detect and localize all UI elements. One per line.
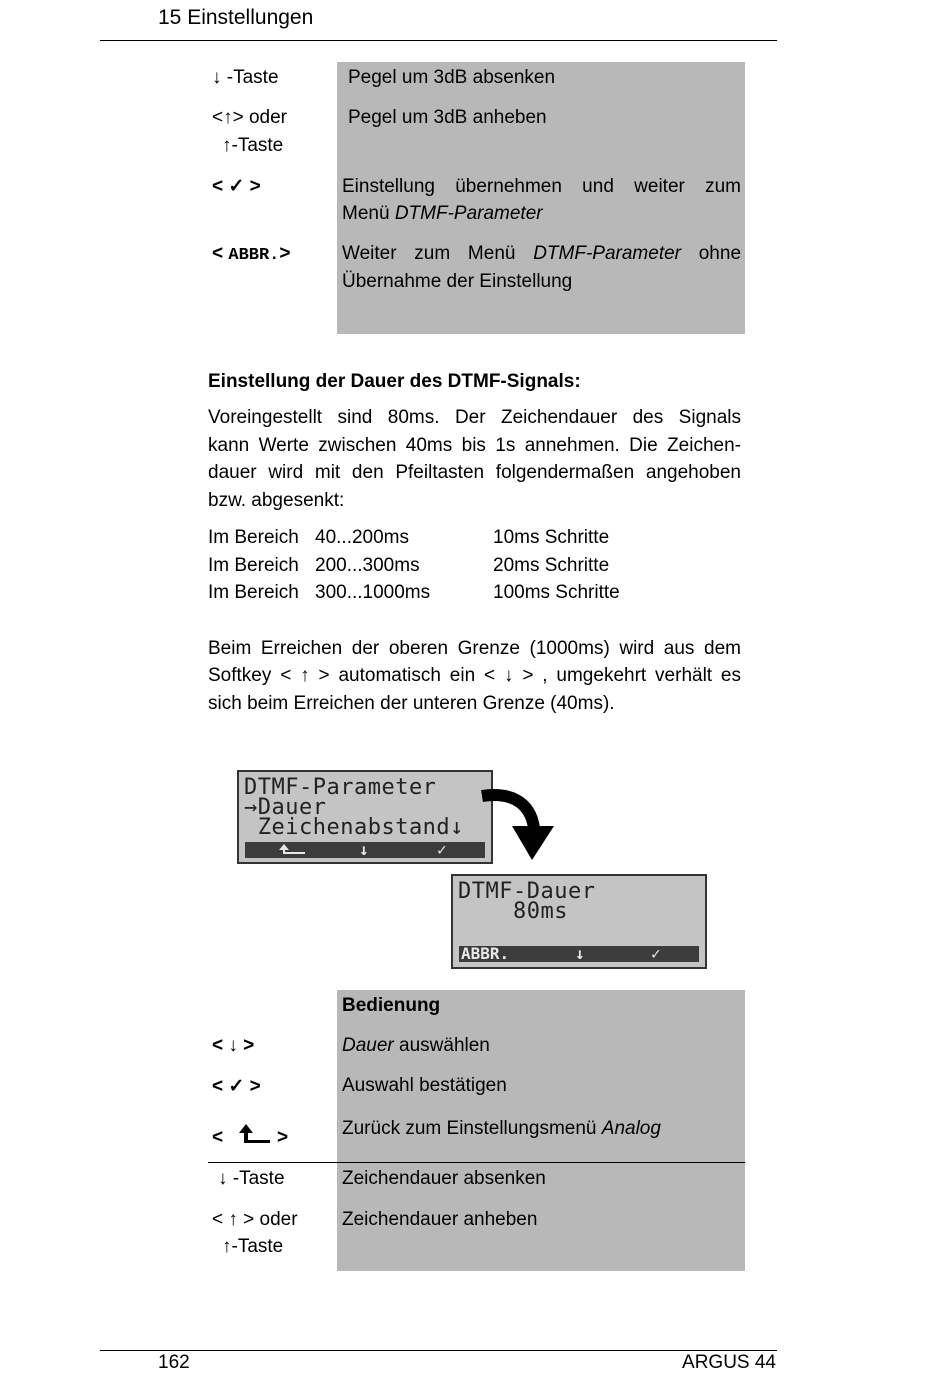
return-arrow-icon bbox=[277, 842, 307, 859]
para2-line2: Softkey < ↑ > automatisch ein < ↓ > , umgekehrt verhält es bbox=[208, 665, 741, 686]
range-step: 100ms Schritte bbox=[493, 582, 620, 603]
lcd2-line1: DTMF-Dauer bbox=[458, 879, 596, 904]
range-step: 20ms Schritte bbox=[493, 555, 610, 576]
lcd2-softkey-bar bbox=[459, 946, 699, 962]
range-label: Im Bereich bbox=[208, 527, 299, 548]
key-return-open: < bbox=[212, 1127, 224, 1148]
desc-auswahl-bestaetigen: Auswahl bestätigen bbox=[342, 1075, 507, 1096]
para1-line2: kann Werte zwischen 40ms bis 1s annehmen. Die Zeichen- bbox=[208, 435, 741, 456]
key-down-taste: ↓ -Taste bbox=[218, 1168, 285, 1189]
desc-zurueck: Zurück zum Einstellungsmenü Analog bbox=[342, 1118, 661, 1139]
key-check: < ✓ > bbox=[212, 176, 261, 197]
key-up-taste: ↑-Taste bbox=[222, 135, 284, 156]
para2-line3: sich beim Erreichen der unteren Grenze (40ms). bbox=[208, 693, 615, 714]
para2-line1: Beim Erreichen der oberen Grenze (1000ms) wird aus dem bbox=[208, 638, 741, 659]
desc-pegel-absenken: Pegel um 3dB absenken bbox=[348, 67, 556, 88]
desc-weiter-line2: Übernahme der Einstellung bbox=[342, 271, 573, 292]
footer-rule bbox=[100, 1350, 777, 1351]
operation-heading: Bedienung bbox=[342, 995, 441, 1016]
para1-line1: Voreingestellt sind 80ms. Der Zeichendauer des Signals bbox=[208, 407, 741, 428]
range-label: Im Bereich bbox=[208, 582, 299, 603]
table2-divider bbox=[208, 1162, 745, 1163]
desc-dauer-auswaehlen: Dauer auswählen bbox=[342, 1035, 490, 1056]
lcd-display-dtmf-parameter bbox=[237, 770, 493, 864]
down-arrow-icon: ↓ bbox=[359, 840, 369, 859]
product-name: ARGUS 44 bbox=[682, 1352, 776, 1373]
page-number: 162 bbox=[158, 1352, 190, 1373]
key-abbr: < ABBR.> bbox=[212, 243, 291, 265]
check-icon: ✓ bbox=[437, 840, 447, 859]
lcd1-line2: →Dauer bbox=[244, 795, 327, 820]
check-icon: ✓ bbox=[651, 944, 661, 963]
return-arrow-icon bbox=[236, 1122, 272, 1146]
para1-line4: bzw. abgesenkt: bbox=[208, 490, 345, 511]
abbr-softkey-label: ABBR. bbox=[461, 944, 510, 963]
curved-arrow-icon bbox=[478, 786, 558, 866]
range-label: Im Bereich bbox=[208, 555, 299, 576]
range-value: 300...1000ms bbox=[315, 582, 431, 603]
down-arrow-icon: ↓ bbox=[575, 944, 585, 963]
desc-pegel-anheben: Pegel um 3dB anheben bbox=[348, 107, 547, 128]
lcd1-line3: Zeichenabstand↓ bbox=[244, 815, 464, 840]
key-down-taste: ↓ -Taste bbox=[212, 67, 279, 88]
range-value: 200...300ms bbox=[315, 555, 420, 576]
lcd1-softkey-bar bbox=[245, 842, 485, 858]
desc-weiter-line1: Weiter zum Menü DTMF-Parameter ohne bbox=[342, 243, 742, 264]
desc-uebernehmen-line1: Einstellung übernehmen und weiter zum bbox=[342, 176, 741, 197]
desc-zeichendauer-absenken: Zeichendauer absenken bbox=[342, 1168, 546, 1189]
key-up-oder: < ↑ > oder bbox=[212, 1209, 298, 1230]
key-return-close: > bbox=[277, 1127, 289, 1148]
desc-zeichendauer-anheben: Zeichendauer anheben bbox=[342, 1209, 538, 1230]
page-header-title: 15 Einstellungen bbox=[158, 6, 314, 29]
key-up-oder: <↑> oder bbox=[212, 107, 287, 128]
key-down: < ↓ > bbox=[212, 1035, 255, 1056]
desc-uebernehmen-line2: Menü DTMF-Parameter bbox=[342, 203, 543, 224]
para1-line3: dauer wird mit den Pfeiltasten folgendermaßen angehoben bbox=[208, 462, 741, 483]
range-value: 40...200ms bbox=[315, 527, 409, 548]
header-rule bbox=[100, 40, 777, 41]
lcd2-line2: 80ms bbox=[458, 899, 568, 924]
lcd1-line1: DTMF-Parameter bbox=[244, 775, 437, 800]
key-up-taste: ↑-Taste bbox=[222, 1236, 284, 1257]
lcd-display-dtmf-dauer bbox=[451, 874, 707, 969]
section-heading: Einstellung der Dauer des DTMF-Signals: bbox=[208, 371, 581, 392]
range-step: 10ms Schritte bbox=[493, 527, 610, 548]
key-check: < ✓ > bbox=[212, 1076, 261, 1097]
